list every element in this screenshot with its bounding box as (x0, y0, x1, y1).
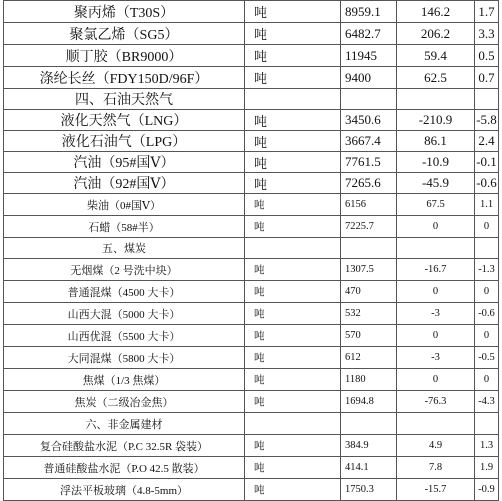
price-cell: 7761.5 (341, 152, 397, 173)
change-cell: -16.7 (397, 259, 475, 281)
item-name-cell: 聚丙烯（T30S） (4, 1, 245, 23)
percent-change-cell: 0 (475, 281, 499, 303)
change-cell: 67.5 (397, 194, 475, 216)
price-cell (341, 89, 397, 110)
item-name-cell: 浮法平板玻璃（4.8-5mm） (4, 479, 245, 501)
price-cell: 1180 (341, 369, 397, 391)
table-row (4, 479, 499, 501)
item-name-cell: 山西优混（5500 大卡） (4, 325, 245, 347)
unit-cell: 吨 (245, 259, 341, 281)
table-row (4, 457, 499, 479)
percent-change-cell: -4.3 (475, 391, 499, 413)
price-cell: 3450.6 (341, 110, 397, 131)
change-cell: -3 (397, 347, 475, 369)
table-row (4, 281, 499, 303)
table-row (4, 347, 499, 369)
unit-cell: 吨 (245, 391, 341, 413)
table-row (4, 131, 499, 152)
percent-change-cell: -0.6 (475, 303, 499, 325)
unit-cell: 吨 (245, 110, 341, 131)
change-cell: 0 (397, 216, 475, 238)
unit-cell: 吨 (245, 173, 341, 194)
change-cell: -76.3 (397, 391, 475, 413)
percent-change-cell: 2.4 (475, 131, 499, 152)
price-cell: 532 (341, 303, 397, 325)
price-cell: 9400 (341, 67, 397, 89)
percent-change-cell: -0.1 (475, 152, 499, 173)
change-cell: 0 (397, 369, 475, 391)
item-name-cell: 复合硅酸盐水泥（P.C 32.5R 袋装） (4, 435, 245, 457)
price-table-body (4, 1, 499, 501)
table-row (4, 1, 499, 23)
table-row (4, 369, 499, 391)
percent-change-cell: 0.7 (475, 67, 499, 89)
item-name-cell: 焦煤（1/3 焦煤） (4, 369, 245, 391)
table-row (4, 110, 499, 131)
item-name-cell: 普通混煤（4500 大卡） (4, 281, 245, 303)
item-name-cell: 普通硅酸盐水泥（P.O 42.5 散装） (4, 457, 245, 479)
table-row (4, 67, 499, 89)
table-row (4, 45, 499, 67)
table-row (4, 259, 499, 281)
percent-change-cell: 1.7 (475, 1, 499, 23)
percent-change-cell: 0 (475, 325, 499, 347)
item-name-cell: 五、煤炭 (4, 238, 245, 259)
price-cell: 470 (341, 281, 397, 303)
percent-change-cell: -0.6 (475, 173, 499, 194)
table-row (4, 152, 499, 173)
change-cell: 206.2 (397, 23, 475, 45)
unit-cell (245, 238, 341, 259)
change-cell: 7.8 (397, 457, 475, 479)
change-cell: 0 (397, 325, 475, 347)
percent-change-cell: 1.9 (475, 457, 499, 479)
change-cell (397, 413, 475, 435)
unit-cell: 吨 (245, 435, 341, 457)
item-name-cell: 柴油（0#国Ⅴ） (4, 194, 245, 216)
price-cell: 1750.3 (341, 479, 397, 501)
table-row (4, 303, 499, 325)
percent-change-cell: 1.3 (475, 435, 499, 457)
unit-cell: 吨 (245, 325, 341, 347)
unit-cell: 吨 (245, 45, 341, 67)
item-name-cell: 顺丁胶（BR9000） (4, 45, 245, 67)
price-cell: 414.1 (341, 457, 397, 479)
percent-change-cell (475, 89, 499, 110)
price-cell: 6482.7 (341, 23, 397, 45)
percent-change-cell: -1.3 (475, 259, 499, 281)
unit-cell: 吨 (245, 457, 341, 479)
item-name-cell: 四、石油天然气 (4, 89, 245, 110)
unit-cell: 吨 (245, 67, 341, 89)
item-name-cell: 无烟煤（2 号洗中块） (4, 259, 245, 281)
price-table (3, 0, 499, 501)
table-row (4, 194, 499, 216)
change-cell: 59.4 (397, 45, 475, 67)
price-cell: 7265.6 (341, 173, 397, 194)
percent-change-cell: -0.9 (475, 479, 499, 501)
item-name-cell: 六、非金属建材 (4, 413, 245, 435)
percent-change-cell: 1.1 (475, 194, 499, 216)
table-row (4, 23, 499, 45)
item-name-cell: 焦炭（二级冶金焦） (4, 391, 245, 413)
unit-cell: 吨 (245, 23, 341, 45)
price-cell: 384.9 (341, 435, 397, 457)
section-row (4, 413, 499, 435)
price-cell (341, 413, 397, 435)
unit-cell: 吨 (245, 1, 341, 23)
change-cell: 4.9 (397, 435, 475, 457)
item-name-cell: 石蜡（58#半） (4, 216, 245, 238)
percent-change-cell: 0 (475, 216, 499, 238)
change-cell (397, 89, 475, 110)
change-cell: -45.9 (397, 173, 475, 194)
item-name-cell: 液化石油气（LPG） (4, 131, 245, 152)
percent-change-cell: -5.8 (475, 110, 499, 131)
price-cell: 3667.4 (341, 131, 397, 152)
change-cell: -3 (397, 303, 475, 325)
change-cell: 86.1 (397, 131, 475, 152)
change-cell: 62.5 (397, 67, 475, 89)
unit-cell: 吨 (245, 479, 341, 501)
price-cell: 8959.1 (341, 1, 397, 23)
percent-change-cell (475, 413, 499, 435)
unit-cell: 吨 (245, 303, 341, 325)
unit-cell (245, 413, 341, 435)
change-cell (397, 238, 475, 259)
item-name-cell: 汽油（92#国Ⅴ） (4, 173, 245, 194)
change-cell: -10.9 (397, 152, 475, 173)
unit-cell: 吨 (245, 194, 341, 216)
price-cell: 6156 (341, 194, 397, 216)
table-row (4, 391, 499, 413)
unit-cell: 吨 (245, 131, 341, 152)
unit-cell: 吨 (245, 216, 341, 238)
percent-change-cell: 0 (475, 369, 499, 391)
price-cell (341, 238, 397, 259)
price-cell: 1694.8 (341, 391, 397, 413)
table-row (4, 216, 499, 238)
unit-cell: 吨 (245, 347, 341, 369)
percent-change-cell: 3.3 (475, 23, 499, 45)
price-cell: 7225.7 (341, 216, 397, 238)
price-cell: 612 (341, 347, 397, 369)
item-name-cell: 聚氯乙烯（SG5） (4, 23, 245, 45)
item-name-cell: 大同混煤（5800 大卡） (4, 347, 245, 369)
item-name-cell: 山西大混（5000 大卡） (4, 303, 245, 325)
price-cell: 11945 (341, 45, 397, 67)
section-row (4, 238, 499, 259)
percent-change-cell (475, 238, 499, 259)
change-cell: 146.2 (397, 1, 475, 23)
percent-change-cell: 0.5 (475, 45, 499, 67)
section-row (4, 89, 499, 110)
change-cell: -210.9 (397, 110, 475, 131)
table-row (4, 173, 499, 194)
item-name-cell: 液化天然气（LNG） (4, 110, 245, 131)
price-cell: 1307.5 (341, 259, 397, 281)
change-cell: -15.7 (397, 479, 475, 501)
table-row (4, 325, 499, 347)
item-name-cell: 汽油（95#国Ⅴ） (4, 152, 245, 173)
unit-cell: 吨 (245, 369, 341, 391)
unit-cell: 吨 (245, 152, 341, 173)
change-cell: 0 (397, 281, 475, 303)
price-cell: 570 (341, 325, 397, 347)
unit-cell: 吨 (245, 281, 341, 303)
item-name-cell: 涤纶长丝（FDY150D/96F） (4, 67, 245, 89)
table-row (4, 435, 499, 457)
unit-cell (245, 89, 341, 110)
percent-change-cell: -0.5 (475, 347, 499, 369)
